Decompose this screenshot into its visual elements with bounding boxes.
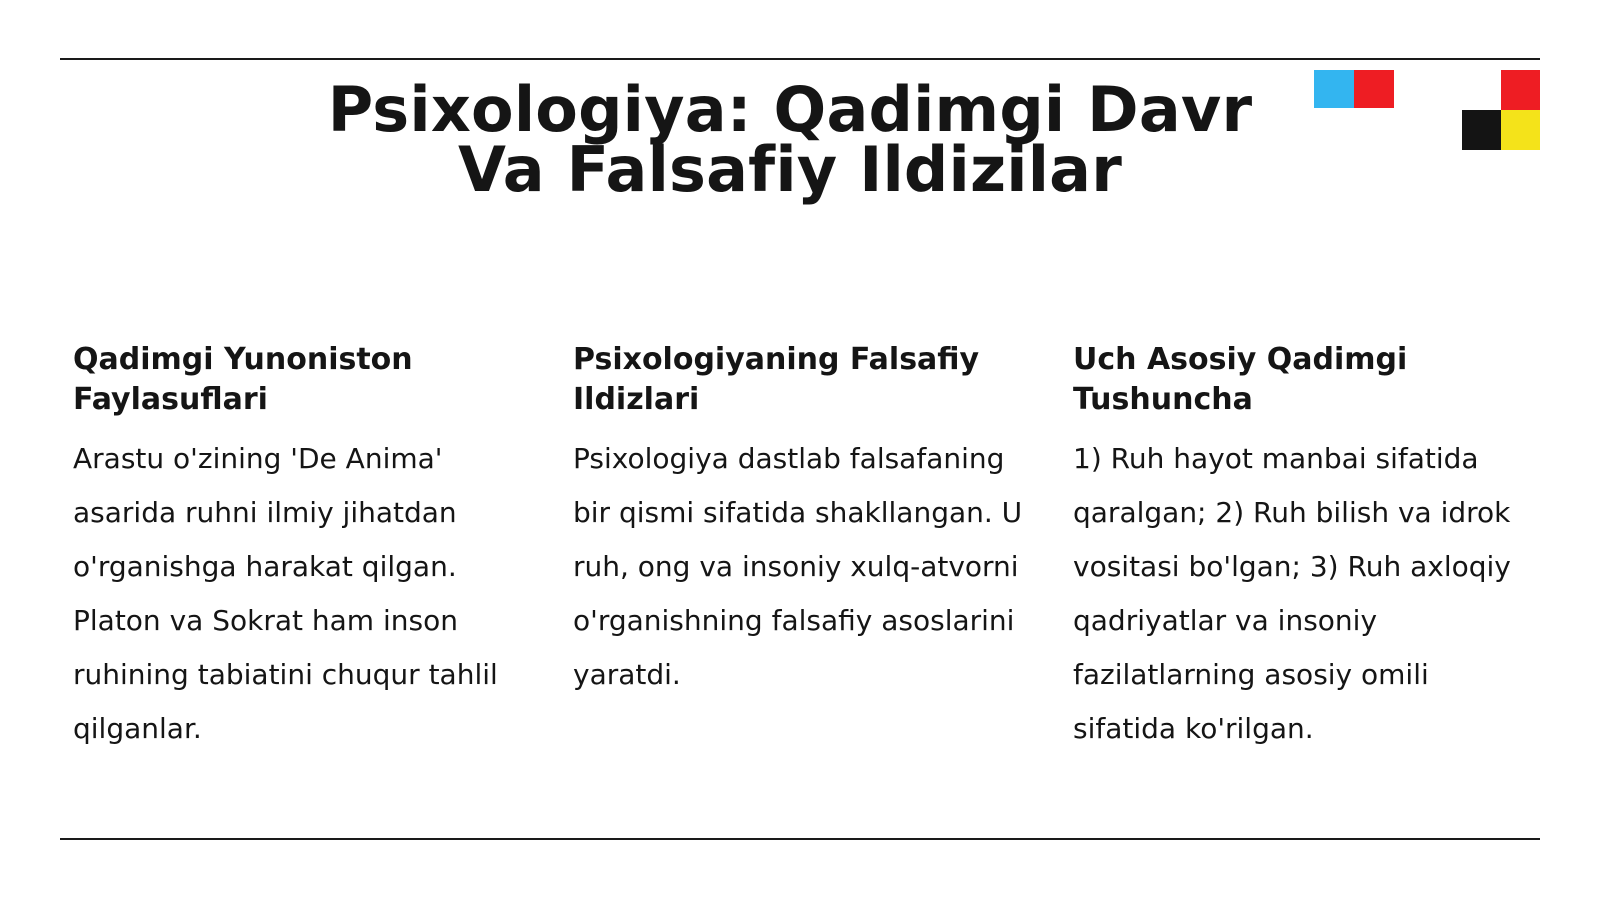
column-body: Psixologiya dastlab falsafaning bir qismi sifatida shakllangan. U ruh, ong va insoniy xulq-atvorni o'rganishning falsafiy asoslarini yaratdi. — [573, 442, 1023, 691]
column-greek-philosophers — [73, 340, 523, 756]
title-line-1: Psixologiya: Qadimgi Davr — [327, 73, 1253, 146]
yellow-square — [1501, 110, 1540, 150]
column-body: 1) Ruh hayot manbai sifatida qaralgan; 2) Ruh bilish va idrok vositasi bo'lgan; 3) Ruh axloqiy qadriyatlar va insoniy fazilatlarning asosiy omili sifatida ko'rilgan. — [1073, 442, 1511, 745]
color-blocks-right — [1462, 70, 1540, 150]
blue-square — [1314, 70, 1354, 108]
slide-title — [290, 73, 1290, 206]
title-line-2: Va Falsafiy Ildizilar — [458, 133, 1122, 206]
column-three-concepts — [1073, 340, 1523, 756]
red-square — [1354, 70, 1394, 108]
column-body: Arastu o'zining 'De Anima' asarida ruhni ilmiy jihatdan o'rganishga harakat qilgan. Platon va Sokrat ham inson ruhining tabiatini chuqur tahlil qilganlar. — [73, 442, 498, 745]
column-philosophical-roots — [573, 340, 1023, 702]
column-heading: Uch Asosiy Qadimgi Tushuncha — [1073, 342, 1408, 417]
bottom-divider — [60, 838, 1540, 840]
top-divider — [60, 58, 1540, 60]
black-square — [1462, 110, 1501, 150]
column-heading: Qadimgi Yunoniston Faylasuflari — [73, 342, 413, 417]
color-blocks-left — [1314, 70, 1394, 108]
red-square — [1501, 70, 1540, 110]
column-heading: Psixologiyaning Falsafiy Ildizlari — [573, 342, 980, 417]
